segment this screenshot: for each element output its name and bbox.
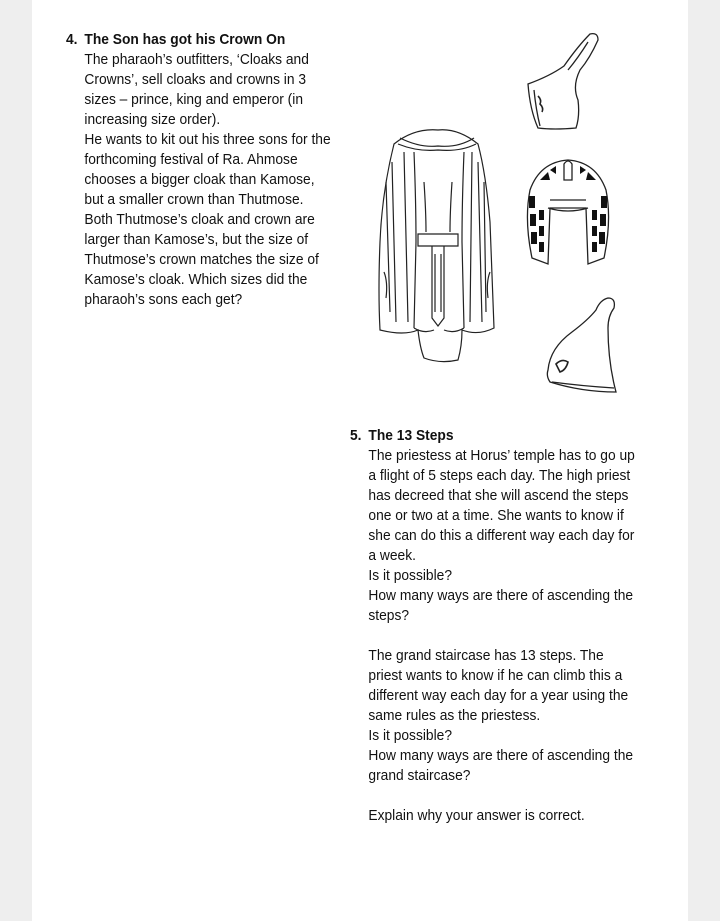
question-4-body (66, 50, 333, 310)
worksheet-page (32, 0, 688, 921)
paragraph-gap (368, 786, 649, 806)
question-4-heading (66, 30, 333, 50)
q4-line: chooses a bigger cloak than Kamose, (84, 171, 315, 188)
q4-line: The pharaoh’s outfitters, ‘Cloaks and (84, 51, 309, 68)
q4-line: Both Thutmose’s cloak and crown are (84, 211, 315, 228)
q5-line: steps? (368, 607, 410, 624)
q4-line: sizes – prince, king and emperor (in (84, 91, 304, 108)
q5-line: How many ways are there of ascending the (368, 747, 634, 764)
question-5-body (350, 446, 649, 826)
q5-line: The grand staircase has 13 steps. The (368, 647, 604, 664)
q4-line: Thutmose’s crown matches the size of (84, 251, 319, 268)
question-5-heading (350, 426, 649, 446)
question-5-title: The 13 Steps (368, 427, 454, 444)
small-crown-illustration (542, 292, 626, 400)
striped-headdress-illustration (520, 150, 616, 276)
q5-line: a week. (368, 547, 416, 564)
q5-line: Is it possible? (368, 567, 453, 584)
q4-line: Crowns’, sell cloaks and crowns in 3 (84, 71, 307, 88)
q4-line: pharaoh’s sons each get? (84, 291, 243, 308)
question-4-title: The Son has got his Crown On (84, 31, 286, 48)
question-4 (66, 30, 333, 310)
tall-crown-illustration (520, 30, 602, 134)
q5-line: The priestess at Horus’ temple has to go up (368, 447, 635, 464)
q5-line: same rules as the priestess. (368, 707, 541, 724)
cloak-illustration (374, 122, 500, 370)
q4-line: He wants to kit out his three sons for the (84, 131, 331, 148)
q4-line: Kamose’s cloak. Which sizes did the (84, 271, 308, 288)
question-5-number: 5. (350, 427, 362, 444)
q5-line: How many ways are there of ascending the (368, 587, 634, 604)
q4-line: larger than Kamose’s, but the size of (84, 231, 309, 248)
q5-line: Is it possible? (368, 727, 453, 744)
q5-line: priest wants to know if he can climb this a (368, 667, 623, 684)
q5-line: she can do this a different way each day for (368, 527, 635, 544)
q5-line: Explain why your answer is correct. (368, 807, 585, 824)
q5-line: different way each day for a year using the (368, 687, 629, 704)
q5-line: has decreed that she will ascend the steps (368, 487, 629, 504)
q5-line: one or two at a time. She wants to know if (368, 507, 624, 524)
q4-line: increasing size order). (84, 111, 221, 128)
question-4-number: 4. (66, 31, 78, 48)
question-5 (350, 426, 649, 826)
q5-line: a flight of 5 steps each day. The high priest (368, 467, 631, 484)
q4-line: forthcoming festival of Ra. Ahmose (84, 151, 298, 168)
q4-line: but a smaller crown than Thutmose. (84, 191, 304, 208)
q5-line: grand staircase? (368, 767, 471, 784)
paragraph-gap (368, 626, 649, 646)
